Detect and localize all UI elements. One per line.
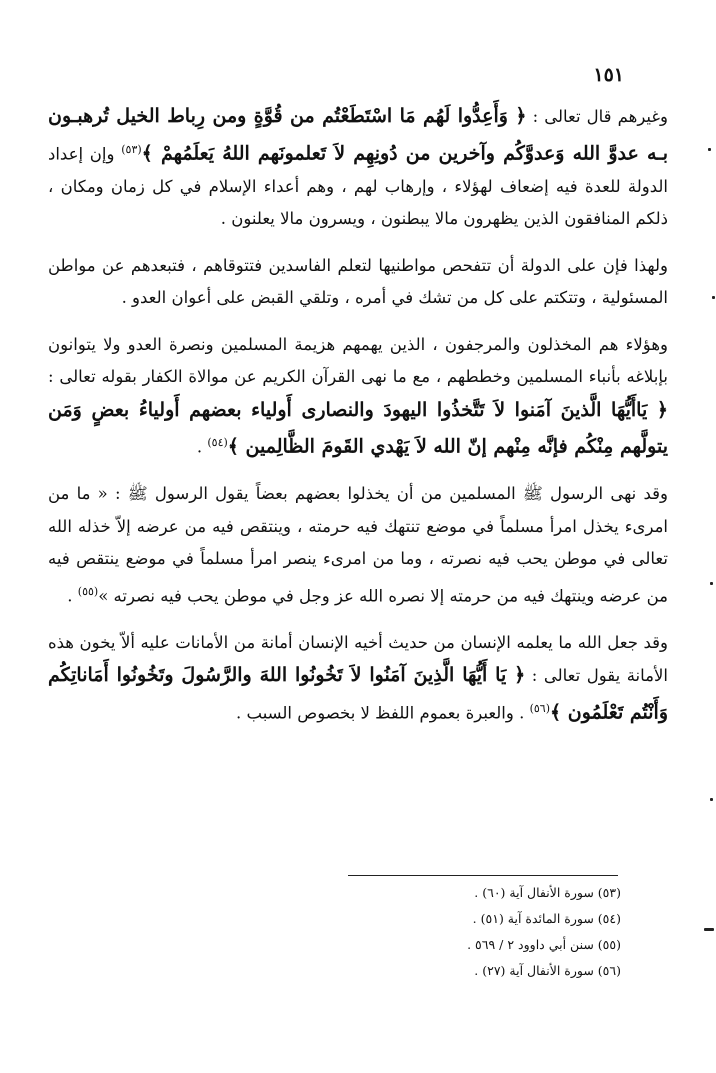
footnotes xyxy=(321,880,621,984)
footnote-54: (٥٤) سورة المائدة آية (٥١) . xyxy=(472,911,621,926)
quran-verse: ﴿ وَأَعِدُّوا لَهُم مَا اسْتَطَعْتُم من قُوَّةٍ ومن رِباط الخيل تُرهبـون بـه عدوَّ الله وَعدوَّكُم وآخرين من دُونِهِم لاَ تَعلمونَهم اللهُ يَعلَمُهمْ ﴾ xyxy=(48,105,668,164)
body-text xyxy=(48,100,668,744)
scan-speck xyxy=(704,928,714,931)
footnote-ref: (٥٤) xyxy=(207,436,228,449)
body-text-run: . والعبرة بعموم اللفظ لا بخصوص السبب . xyxy=(236,703,530,722)
body-text-run: . xyxy=(196,437,208,457)
footnote-ref: (٥٥) xyxy=(77,584,99,598)
body-text-run: وغيرهم قال تعالى : xyxy=(526,107,668,126)
quran-verse: ﴿ يَا أَيُّهَا الَّذِينَ آمَنُوا لاَ تَخُونُوا اللهَ والرَّسُولَ وتَخُونُوا أَمَاناتِكُم وَأَنْتُم تَعْلَمُون ﴾ xyxy=(48,664,668,723)
quran-verse: ﴿ يَاأَيُّهَا الَّذينَ آمَنوا لاَ تَتَّخذُوا اليهودَ والنصارى أَولياء بعضهم أَولياءُ بعضٍ وَمَن يتولَّهم مِنْكُم فإنَّه مِنْهم إنّ الله لاَ يَهْدي القَومَ الظَّالِمين ﴾ xyxy=(48,398,668,458)
scan-speck xyxy=(708,148,711,151)
body-text-run: وإن إعداد الدولة للعدة فيه إضعاف لهؤلاء ، وإرهاب لهم ، وهم أعداء الإسلام في كل زمان ومكان ، ذلكم المنافقون الذين يظهرون مالا يبطنون ، ويسرون مالا يعلنون . xyxy=(48,144,668,228)
footnote-56: (٥٦) سورة الأنفال آية (٢٧) . xyxy=(474,963,621,978)
footnote-ref: (٥٦) xyxy=(529,701,551,715)
paragraph-5 xyxy=(48,627,668,730)
footnote-53: (٥٣) سورة الأنفال آية (٦٠) . xyxy=(474,885,621,900)
body-text-run: وهؤلاء هم المخذلون والمرجفون ، الذين يهمهم هزيمة المسلمين ونصرة العدو ولا يتوانون بإبلاغه بأنباء المسلمين وخططهم ، مع ما نهى القرآن الكريم عن موالاة الكفار بقوله تعالى : xyxy=(48,334,668,386)
scan-speck xyxy=(710,582,713,585)
page-number: ١٥١ xyxy=(593,64,624,86)
body-text-run: وقد نهى الرسول ﷺ المسلمين من أن يخذلوا بعضهم بعضاً يقول الرسول ﷺ : « ما من امرىء يخذل امرأ مسلماً في موضع تنتهك فيه حرمته ، وينتقص فيه من عرضه إلاّ خذله الله تعالى في موطن يحب فيه نصرته ، وما من امرىء ينصر امرأ مسلماً في موضع ينتقص فيه من عرضه وينتهك فيه من حرمته إلا نصره الله عز وجل في موطن يحب فيه نصرته » xyxy=(48,484,668,605)
scan-speck xyxy=(710,798,713,801)
paragraph-3 xyxy=(48,329,668,465)
footnote-ref: (٥٣) xyxy=(121,142,142,156)
footnote-divider xyxy=(348,875,618,876)
body-text-run: وقد جعل الله ما يعلمه الإنسان من حديث أخيه الإنسان أمانة من الأمانات عليه ألاّ يخون هذه الأمانة يقول تعالى : xyxy=(48,632,668,685)
paragraph-2 xyxy=(48,250,668,315)
body-text-run: . xyxy=(67,586,78,605)
body-text-run: ولهذا فإن على الدولة أن تتفحص مواطنيها لتعلم الفاسدين فتتوقاهم ، فتبعدهم عن مواطن المسئولية ، وتتكتم على كل من تشك في أمره ، وتلقي القبض على أعوان العدو . xyxy=(48,255,668,307)
paragraph-4 xyxy=(48,478,668,613)
footnote-55: (٥٥) سنن أبي داوود ٢ / ٥٦٩ . xyxy=(467,937,621,952)
paragraph-1 xyxy=(48,100,668,236)
scan-speck xyxy=(712,296,715,299)
